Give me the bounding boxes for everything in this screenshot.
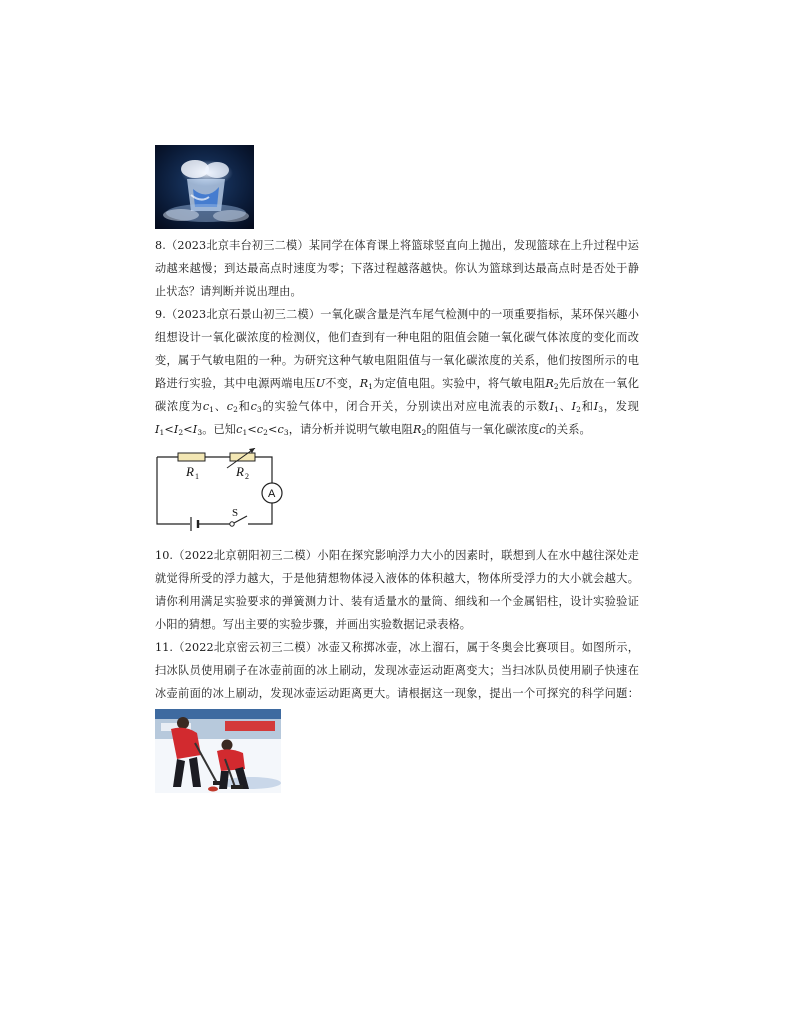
- curling-photo: [155, 709, 281, 793]
- less-than: <: [183, 423, 193, 436]
- question-11-number: 11.: [155, 641, 174, 654]
- subscript: 1: [209, 405, 215, 414]
- subscript: 3: [257, 405, 262, 414]
- var-u: U: [315, 377, 326, 390]
- subscript: 2: [233, 405, 238, 414]
- switch-label: S: [232, 507, 239, 519]
- var-i2: I: [571, 400, 577, 413]
- r1-subscript: 1: [195, 472, 199, 481]
- separator: 、: [214, 400, 227, 413]
- subscript: 2: [421, 428, 427, 437]
- var-c: c: [539, 423, 546, 436]
- var-i2: I: [173, 423, 179, 436]
- subscript: 1: [159, 428, 165, 437]
- wire-right: [248, 503, 272, 524]
- question-11-text: 冰壶又称掷冰壶，冰上溜石，属于冬奥会比赛项目。如图所示，扫冰队员使用刷子在冰壶前面的冰上刷动，发现冰壶运动距离变大；当扫冰队员使用刷子快速在冰壶前面的冰上刷动，发现冰壶运动距离更大。请根据这一现象，提出一个可探究的科学问题：: [155, 641, 639, 700]
- var-r1: R: [359, 377, 369, 390]
- ammeter-label: A: [268, 488, 276, 500]
- var-i3: I: [192, 423, 198, 436]
- question-8-source: （2023北京丰台初三二模）: [165, 239, 309, 252]
- subscript: 2: [553, 382, 559, 391]
- resistor-r1: [178, 453, 205, 461]
- question-9-text: ，请分析并说明气敏电阻: [288, 423, 413, 436]
- var-c3: c: [277, 423, 284, 436]
- var-c1: c: [202, 400, 210, 413]
- circuit-diagram: [150, 448, 290, 538]
- less-than: <: [247, 423, 257, 436]
- var-i1: I: [549, 400, 555, 413]
- r2-label: R: [236, 464, 244, 479]
- subscript: 2: [263, 428, 269, 437]
- var-c3: c: [250, 400, 257, 413]
- less-than: <: [268, 423, 278, 436]
- r2-subscript: 2: [245, 472, 249, 481]
- separator: 、: [559, 400, 572, 413]
- subscript: 1: [368, 382, 374, 391]
- subscript: 2: [178, 428, 184, 437]
- var-r2: R: [412, 423, 422, 436]
- question-9-text: 的关系。: [545, 423, 591, 436]
- question-9-number: 9.: [155, 308, 166, 321]
- var-c1: c: [236, 423, 243, 436]
- question-9-text: 不变，: [325, 377, 360, 390]
- conjunction: 和: [237, 400, 251, 413]
- var-c2: c: [256, 423, 264, 436]
- wire-top-right: [255, 457, 272, 483]
- question-9-text: 一氧化碳含量是汽车尾气检测中的一项重要指标，某环保兴趣小组想设计一氧化碳浓度的检测仪，他们查到有一种电阻的阻值会随一氧化碳气体浓度的变化而改变，属于气敏电阻的一种。为研究这种气敏电阻阻值与一氧化碳浓度的关系，他们按图所示的电路进行实验，其中电源两端电压: [155, 308, 639, 390]
- question-11-source: （2022北京密云初三二模）: [173, 641, 318, 654]
- question-10-text: 小阳在探究影响浮力大小的因素时，联想到人在水中越往深处走就觉得所受的浮力越大，于是他猜想物体浸入液体的体积越大，物体所受浮力的大小就会越大。请你利用满足实验要求的弹簧测力计、装有适量水的量筒、细线和一个金属铝柱，设计实验验证小阳的猜想。写出主要的实验步骤，并画出实验数据记录表格。: [155, 549, 639, 631]
- switch-contact: [230, 522, 234, 526]
- subscript: 3: [283, 428, 289, 437]
- question-10-number: 10.: [155, 549, 174, 562]
- question-9-source: （2023北京石景山初三二模）: [165, 308, 321, 321]
- question-9-text: ，发现: [603, 400, 639, 413]
- question-9-text: 为定值电阻。实验中，将气敏电阻: [373, 377, 546, 390]
- question-8: [155, 234, 639, 303]
- question-10: [155, 544, 639, 636]
- question-9-text: 。已知: [202, 423, 237, 436]
- dry-ice-photo: [155, 145, 254, 229]
- conjunction: 和: [581, 400, 594, 413]
- r1-label: R: [186, 464, 194, 479]
- question-10-source: （2022北京朝阳初三二模）: [173, 549, 318, 562]
- question-9-text: 的阻值与一氧化碳浓度: [426, 423, 540, 436]
- less-than: <: [164, 423, 174, 436]
- subscript: 1: [554, 405, 559, 414]
- var-i3: I: [593, 400, 599, 413]
- var-i1: I: [155, 423, 160, 436]
- subscript: 3: [598, 405, 604, 414]
- question-9-text: 先后放在一氧化碳浓度为: [155, 377, 639, 413]
- question-8-text: 某同学在体育课上将篮球竖直向上抛出，发现篮球在上升过程中运动越来越慢；到达最高点时速度为零；下落过程越落越快。你认为篮球到达最高点时是否处于静止状态？请判断并说出理由。: [155, 239, 640, 298]
- var-r2: R: [545, 377, 554, 390]
- question-8-number: 8.: [155, 239, 166, 252]
- subscript: 1: [242, 428, 248, 437]
- subscript: 3: [197, 428, 203, 437]
- subscript: 2: [576, 405, 582, 414]
- question-9: [155, 303, 639, 441]
- var-c2: c: [226, 400, 234, 413]
- question-9-text: 的实验气体中，闭合开关，分别读出对应电流表的示数: [261, 400, 550, 413]
